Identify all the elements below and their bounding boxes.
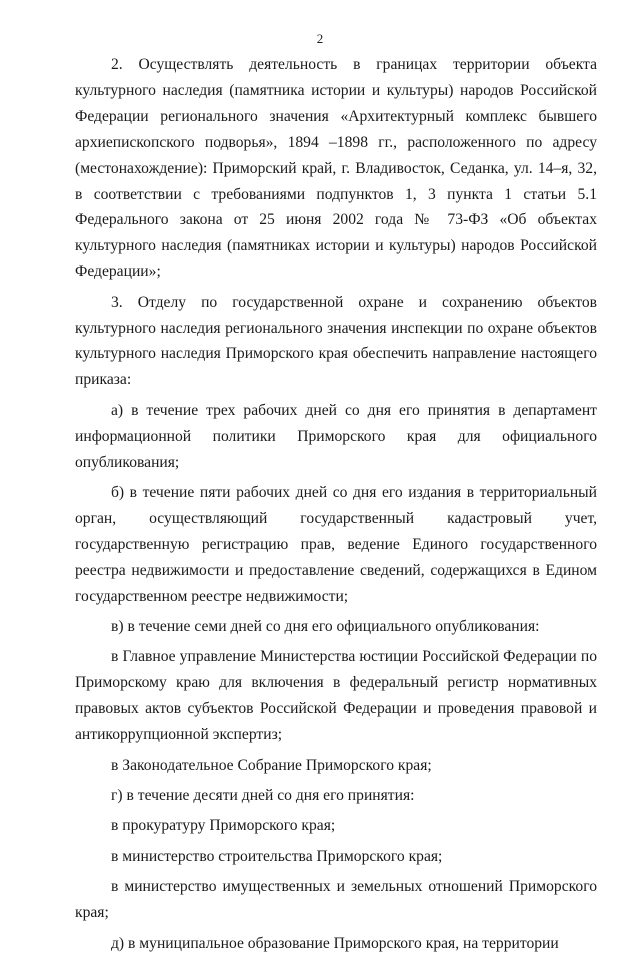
paragraph-item-3: 3. Отделу по государственной охране и сохранению объектов культурного наследия регионального значения инспекции по охране объектов культурного наследия Приморского края обеспечить направление настоящего приказа: (75, 290, 597, 394)
paragraph-ministry-construction: в министерство строительства Приморского края; (75, 844, 597, 870)
paragraph-prosecutor: в прокуратуру Приморского края; (75, 813, 597, 839)
paragraph-subitem-a: а) в течение трех рабочих дней со дня его принятия в департамент информационной политики Приморского края для официального опубликования; (75, 398, 597, 476)
document-body (75, 52, 597, 956)
paragraph-item-2: 2. Осуществлять деятельность в границах территории объекта культурного наследия (памятника истории и культуры) народов Российской Федерации регионального значения «Архитектурный комплекс бывшего архиепископского подворья», 1894 –1898 гг., расположенного по адресу (местонахождение): Приморский край, г. Владивосток, Седанка, ул. 14–я, 32, в соответствии с требованиями подпунктов 1, 3 пункта 1 статьи 5.1 Федерального закона от 25 июня 2002 года № 73-ФЗ «Об объектах культурного наследия (памятниках истории и культуры) народов Российской Федерации»; (75, 52, 597, 285)
paragraph-ministry-justice: в Главное управление Министерства юстиции Российской Федерации по Приморскому краю для включения в федеральный регистр нормативных правовых актов субъектов Российской Федерации и проведения правовой и антикоррупционной экспертиз; (75, 644, 597, 748)
paragraph-legislative-assembly: в Законодательное Собрание Приморского края; (75, 753, 597, 779)
paragraph-ministry-property: в министерство имущественных и земельных отношений Приморского края; (75, 874, 597, 926)
page-number: 2 (0, 31, 640, 47)
paragraph-subitem-g: г) в течение десяти дней со дня его принятия: (75, 783, 597, 809)
paragraph-subitem-v: в) в течение семи дней со дня его официального опубликования: (75, 614, 597, 640)
paragraph-subitem-d: д) в муниципальное образование Приморского края, на территории (75, 931, 597, 956)
paragraph-subitem-b: б) в течение пяти рабочих дней со дня его издания в территориальный орган, осуществляющий государственный кадастровый учет, государственную регистрацию прав, ведение Единого государственного реестра недвижимости и предоставление сведений, содержащихся в Едином государственном реестре недвижимости; (75, 480, 597, 610)
